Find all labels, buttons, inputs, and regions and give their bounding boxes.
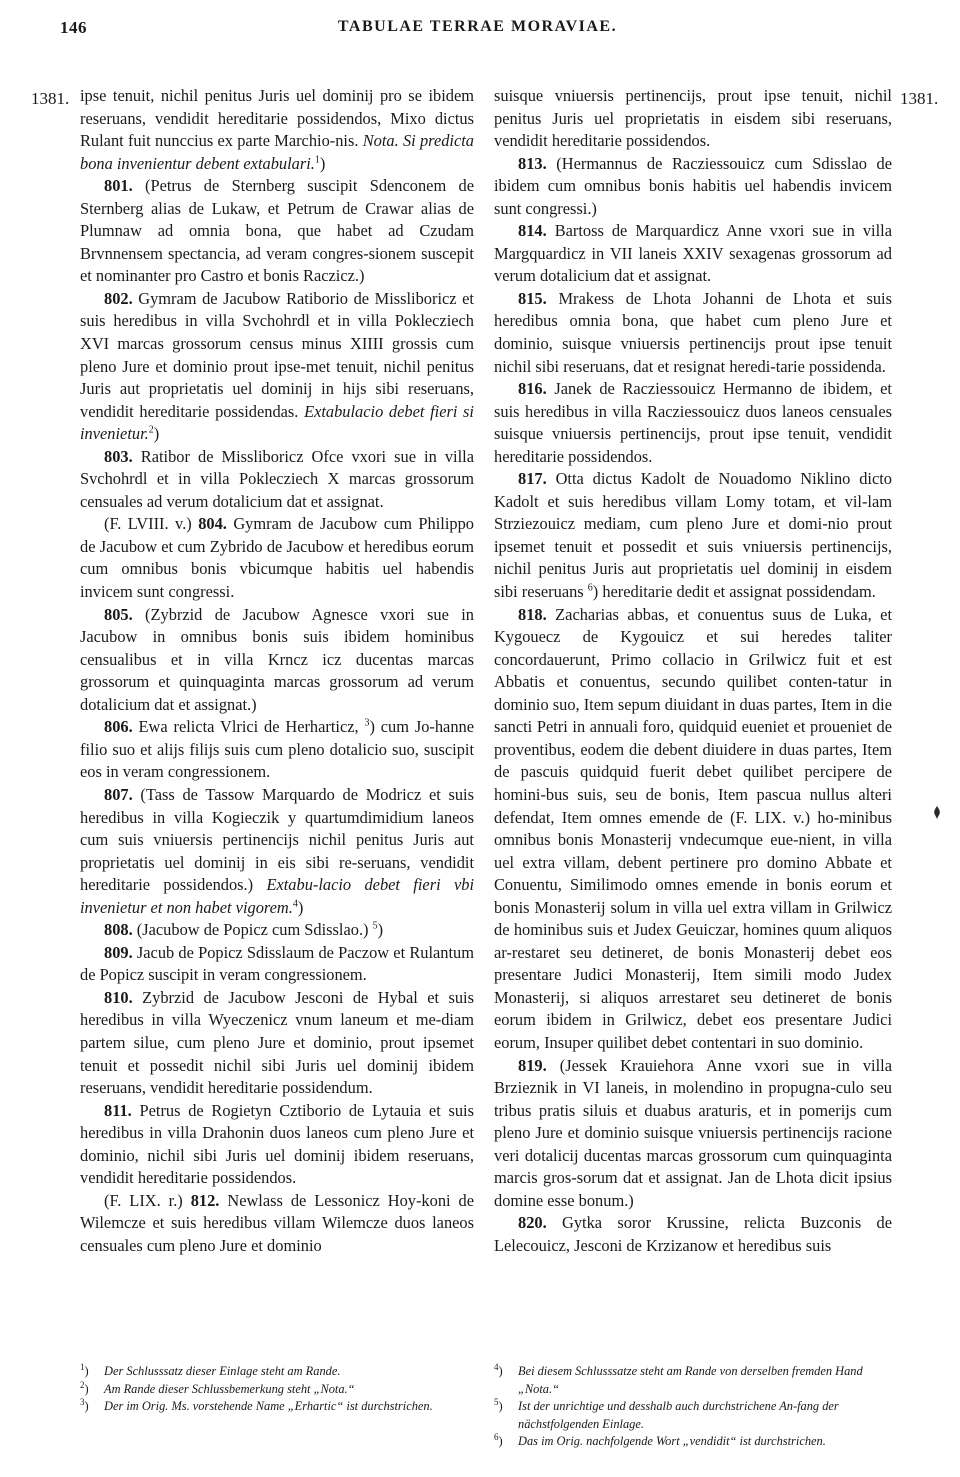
entry-number: 814. [518,221,547,241]
footnote-ref: 3 [364,717,370,729]
entry-number: 810. [104,987,133,1007]
entry-text: Ratibor de Missliboricz Ofce vxori sue in villa Svchohrdl et in villa Poklecziech X marcas grossorum censuales ad verum dotalicium dat et assignat. [80,446,474,511]
entry-number: 808. [104,920,133,940]
editorial-note: Nota. Si predicta bona invenientur debent extabulari. [80,131,474,173]
entry-number: 801. [104,176,133,196]
entry-817 [494,468,892,603]
entry-text: ) hereditarie dedit et assignat possidendam. [592,582,876,602]
entry-806 [80,716,474,784]
entry-814 [494,220,892,288]
entry-text: (Hermannus de Racziessouicz cum Sdisslao de ibidem cum omnibus bonis habitis uel habendis invicem sunt congressi.) [494,153,892,218]
entry-text: Zybrzid de Jacubow Jesconi de Hybal et suis heredibus in villa Wyeczenicz vnum laneum et me-diam partem silue, cum pleno Jure et dominio, prout ipsemet tenuit et possedit nichil sibi Juris uel dominij ibidem reseruans, vendidit hereditarie possidendum. [80,987,474,1098]
folio-reference: (F. LIX. r.) [104,1190,183,1210]
footnote-number: 1 [80,1361,85,1372]
entry-803 [80,446,474,514]
footnote-ref: 5 [372,920,378,932]
editorial-note: Extabu-lacio debet fieri vbi invenietur et non habet vigorem. [80,875,474,917]
entry-819 [494,1055,892,1213]
entry-text: Janek de Racziessouicz Hermanno de ibidem, et suis heredibus in villa Racziessouicz duos laneos censuales suisque vniuersis pertinencijs, prout ipse tenuit, vendidit hereditarie possidendos. [494,379,892,466]
footnote-number: 2 [80,1379,85,1390]
entry-802 [80,288,474,446]
entry-815 [494,288,892,378]
entry-text: (Jacubow de Popicz cum Sdisslao.) [136,920,369,940]
footnote-text: Ist der unrichtige und desshalb auch durchstrichene An-fang der nächstfolgenden Einlage. [518,1399,839,1431]
entry-number: 816. [518,379,547,399]
entry-807 [80,784,474,919]
entry-text: Ewa relicta Vlrici de Herharticz, [138,717,359,737]
paren: ) [153,424,160,444]
page-number: 146 [60,18,87,37]
margin-year-right: 1381. [900,89,939,108]
footnote [80,1398,474,1416]
entry-812 [80,1190,474,1258]
entry-number: 818. [518,604,547,624]
entry-text: ) cum Jo-hanne filio suo et alijs filijs suis cum pleno dotalicio suo, suscipit eos in veram congressionem. [80,717,474,782]
footnote-ref: 6 [587,582,593,594]
entry-808 [80,919,474,942]
entry-number: 819. [518,1055,547,1075]
footnote-text: Der im Orig. Ms. vorstehende Name „Erhartic“ ist durchstrichen. [104,1399,433,1413]
footnote [494,1433,892,1451]
entry-820 [494,1212,892,1257]
entry-813 [494,153,892,221]
footnote [494,1398,892,1433]
entry-818 [494,604,892,1055]
entry-number: 809. [104,942,133,962]
footnote-text: Bei diesem Schlusssatze steht am Rande von derselben fremden Hand „Nota.“ [518,1364,863,1396]
entry-text: Jacub de Popicz Sdisslaum de Paczow et Rulantum de Popicz suscipit in veram congressionem. [80,942,474,985]
entry-809 [80,942,474,987]
footnote-text: Am Rande dieser Schlussbemerkung steht „Nota.“ [104,1381,355,1396]
entry-text: Otta dictus Kadolt de Nouadomo Niklino dicto Kadolt et suis heredibus villam Lomy totam, et vil-lam Strziezouicz mediam, cum pleno Jure et domi-nio prout ipsemet tenuit et possedit et suis vniuersis pertinencijs, nichil penitus Juris aut proprietatis uel dominij in eisdem sibi reseruans [494,469,892,602]
footnote-mark: $^4$) [494,1361,503,1378]
entry-811 [80,1100,474,1190]
paren: ) [319,153,326,173]
entry-text: (Jessek Krauiehora Anne vxori sue in villa Brzieznik in VI laneis, in molendino in propugna-culo seu tribus pratis siluis et duabus araturis, et in pomerijs cum pleno Jure et dominio suisque vniuersis pertinencijs racione veri dotalicij ducentas marcas grossorum cum quinquaginta marcis gros-sorum dat et assignat. Jan de Lhota dicit ipsius domine esse bonum.) [494,1055,892,1210]
footnote-number: 5 [494,1396,499,1407]
right-text-column [494,85,892,1257]
entry-continuation [80,85,474,175]
entry-number: 811. [104,1100,132,1120]
footnote [80,1363,474,1381]
paren: ) [297,897,304,917]
footnote-number: 6 [494,1431,499,1442]
paren: ) [377,920,384,940]
footnote-number: 3 [80,1396,85,1407]
footnote-mark: $^6$) [494,1431,503,1448]
margin-year-left: 1381. [31,89,70,108]
entry-text: Gytka soror Krussine, relicta Buzconis de Lelecouicz, Jesconi de Krzizanow et heredibus suis [494,1213,892,1255]
entry-text: Mrakess de Lhota Johanni de Lhota et suis heredibus omnia bona, que habet cum pleno Jure et dominio, suisque vniuersis pertinencijs prout ipse tenuit nichil sibi reseruans, dat et resignat heredi-tarie possidenda. [494,288,892,376]
footnote-mark: $^2$) [80,1379,89,1396]
entry-text: Petrus de Rogietyn Cztiborio de Lytauia et suis heredibus in villa Drahonin duos laneos cum pleno Jure et dominio, nichil sibi Juris uel dominij ibidem reseruans, vendidit hereditarie possidendos. [80,1100,474,1188]
entry-text: (Zybrzid de Jacubow Agnesce vxori sue in Jacubow in omnibus bonis suis ibidem hominibus censualibus et in villa Krncz icz ducentas marcas grossorum et quinquaginta marcas grossorum ad verum dotalicium dat et assignat.) [80,604,474,714]
entry-text: (Tass de Tassow Marquardo de Modricz et suis heredibus in villa Kogieczik y quartumdimidium laneos cum suis vniuersis pertinencijs nichil penitus Juris aut proprietatis uel dominij in eis sibi re-seruans, vendidit hereditarie possidendos.) [80,784,474,895]
entry-text: Gymram de Jacubow cum Philippo de Jacubow et cum Zybrido de Jacubow et heredibus eorum cum omnibus bonis vbicumque habitis uel habendis invicem sunt congressi. [80,514,474,602]
footnote [80,1381,474,1399]
editorial-note: Extabulacio debet fieri si invenietur. [80,401,474,444]
footnote-mark: $^3$) [80,1396,89,1413]
page-header [60,14,895,44]
footnote [494,1363,892,1398]
entry-text: (Petrus de Sternberg suscipit Sdenconem de Sternberg alias de Lukaw, et Petrum de Crawar alias de Plumnaw ad omnia bona, que habet ad Czudam Brvnnensem spectancia, ad veram congres-sionem suscepit et nominanter pro Castro et bonis Raczicz.) [80,176,474,286]
footnotes-left [80,1363,474,1416]
entry-number: 803. [104,446,133,466]
margin-pointer-icon [933,806,941,820]
entry-text: Bartoss de Marquardicz Anne vxori sue in villa Margquardicz in VII laneis XXIV sexagenas grossorum ad verum dotalicium dat et assignat. [494,221,892,286]
footnote-ref: 2 [148,424,154,436]
entry-816 [494,378,892,468]
entry-number: 812. [190,1190,220,1210]
entry-810 [80,987,474,1100]
entry-number: 805. [104,604,133,624]
footnote-mark: $^5$) [494,1396,503,1413]
entry-number: 804. [198,514,227,534]
footnote-mark: $^1$) [80,1361,89,1378]
entry-805 [80,604,474,717]
left-text-column [80,85,474,1257]
footnotes-right [494,1363,892,1451]
entry-number: 813. [518,153,547,173]
entry-continuation [494,85,892,153]
entry-text: ipse tenuit, nichil penitus Juris uel dominij pro se ibidem reseruans, vendidit hereditarie possidendos, Mixo dictus Rulant fuit nunccius ex parte Marchio-nis. [80,86,474,151]
entry-number: 802. [104,288,133,308]
footnote-ref: 1 [314,154,320,166]
entry-number: 807. [104,784,133,804]
footnote-ref: 4 [292,898,298,910]
entry-number: 820. [518,1213,547,1233]
footnote-text: Das im Orig. nachfolgende Wort „vendidit“ ist durchstrichen. [518,1434,826,1448]
footnote-number: 4 [494,1361,499,1372]
entry-text: Newlass de Lessonicz Hoy-koni de Wilemcze et suis heredibus villam Wilemcze duos laneos censuales cum pleno Jure et dominio [80,1190,474,1255]
running-title: TABULAE TERRAE MORAVIAE. [337,18,618,35]
entry-text: Gymram de Jacubow Ratiborio de Missliboricz et suis heredibus in villa Svchohrdl et in villa Poklecziech XVI marcas grossorum census minus XIIII grossis cum pleno Jure et dominio prout ipse-met tenuit, nichil penitus Juris aut proprietatis uel dominij in hijs sibi reseruans, vendidit hereditarie possidendas. [80,288,474,421]
entry-number: 817. [518,469,547,489]
entry-text: Zacharias abbas, et conuentus suus de Luka, et Kygouecz de Kygouicz et sui heredes taliter concordauerunt, Primo collacio in Grilwicz fuit et est Abbatis et conuentus, secundo quilibet conten-tatur in dominio suo, Item sepum diuidant in duas partes, Item in die sancti Petri in annuali foro, quidquid eueniet et proueniet de proventibus, eodem die debent diuidere in duas partes, Item de pascuis quidquid fuerit debet quilibet percipere de homini-bus suis, seu de bonis, Item pascua nullus alteri defendat, Item omnes emende de (F. LIX. v.) ho-minibus omnibus bonis Monasterij vndecumque eue-nient, in villa uel extra villam, debent pertinere pro domino Abbate et Conuentu, Similimodo omnes emende in bonis eorum et bonis Monasterij solum in villa uel extra villam in Grilwicz de hominibus suis et Judex Geuiczar, homines quum aliquos ar-restaret seu detineret, de bonis Monasterij debet eos presentare Judici Monasterij, Item simili modo Judex Monasterij, si aliquos arrestaret seu detineret de bonis eorum ibidem in Grilwicz, debet eos presentare Judici eorum, Insuper quilibet debet contentari in suo dominio. [494,604,892,1052]
entry-number: 806. [104,717,133,737]
entry-text: suisque vniuersis pertinencijs, prout ipse tenuit, nichil penitus Juris uel proprietatis in eisdem sibi reseruans, vendidit hereditarie possidendos. [494,86,892,151]
entry-number: 815. [518,288,547,308]
entry-801 [80,175,474,288]
folio-reference: (F. LVIII. v.) [104,514,192,534]
footnote-text: Der Schlusssatz dieser Einlage steht am Rande. [104,1364,341,1378]
entry-804 [80,513,474,603]
